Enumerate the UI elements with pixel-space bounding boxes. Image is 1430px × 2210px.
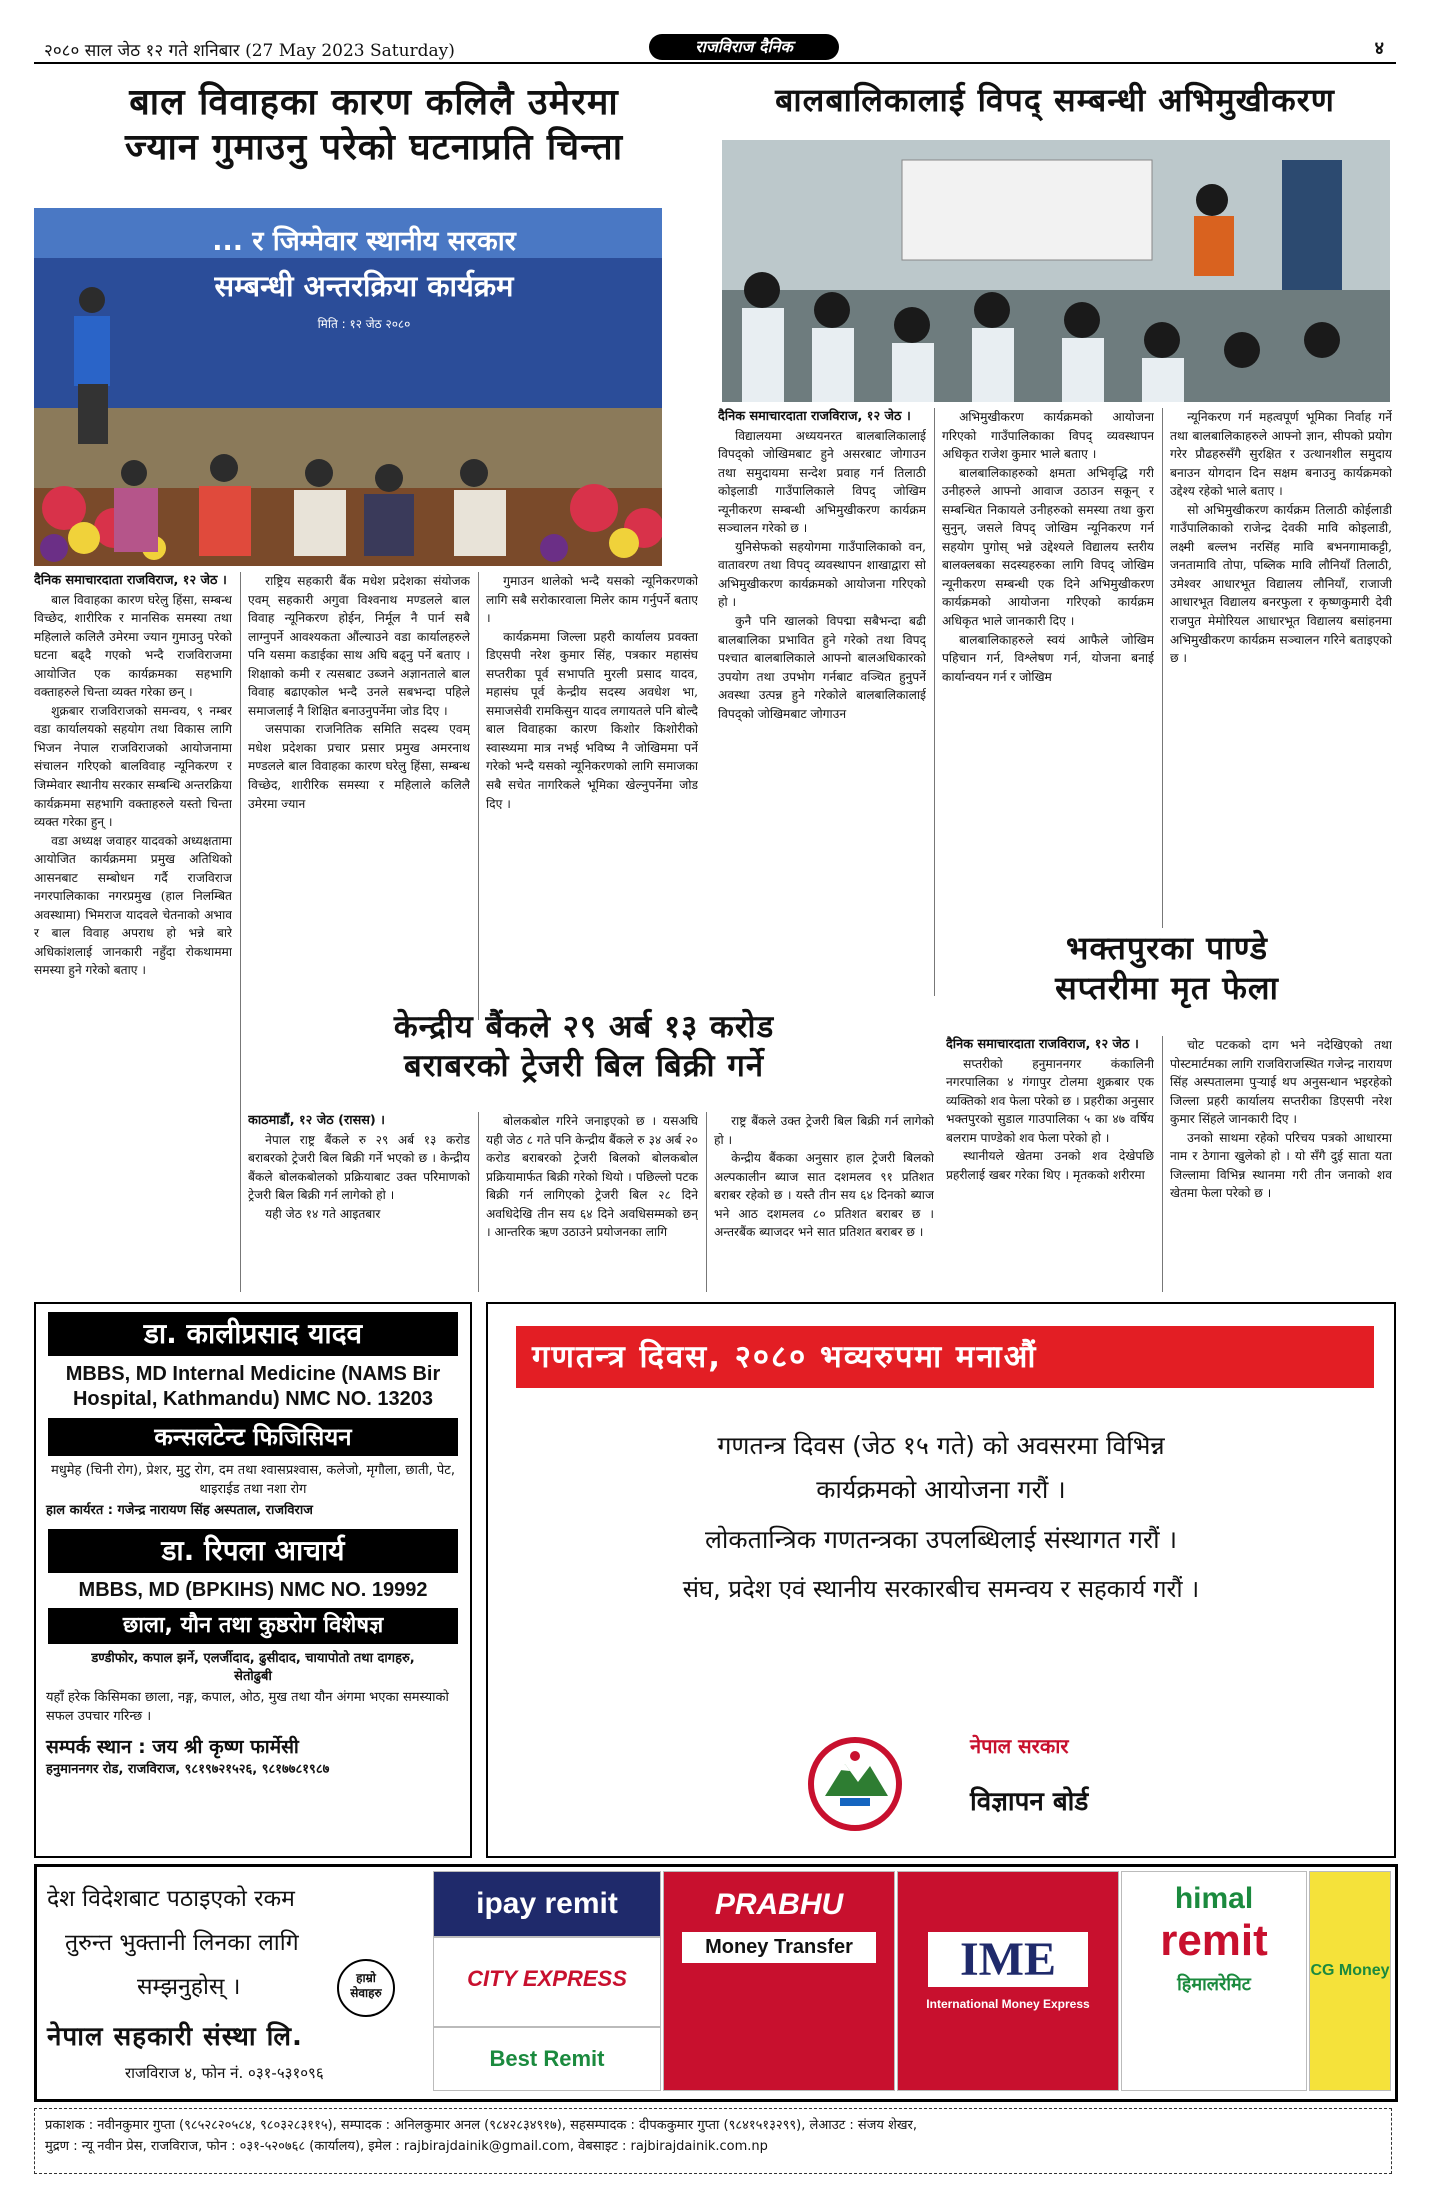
story3-column-3 [714,1112,934,1292]
doctor2-title: छाला, यौन तथा कुष्ठरोग विशेषज्ञ [48,1608,458,1644]
doctor2-name: डा. रिपला आचार्य [48,1529,458,1573]
gov-ad-line2: कार्यक्रमको आयोजना गरौं । [816,1475,1066,1504]
doctor1-title: कन्सलटेन्ट फिजिसियन [48,1418,458,1456]
story2-photo [722,140,1390,402]
doctor1-services: मधुमेह (चिनी रोग), प्रेशर, मुटु रोग, दम तथा श्वासप्रश्वास, कलेजो, मृगौला, छाती, पेट, थाइराईड तथा नशा रोग [51,1463,455,1497]
story1-col1-para2: शुक्रबार राजविराजको समन्वय, ९ नम्बर वडा कार्यालयको सहयोग तथा विकास लागि भिजन नेपाल राजविराजको आयोजनामा संचालन गरिएको बालविवाह न्यूनिकरण र जिम्मेवार स्थानीय सरकार सम्बन्धि अन्तरक्रिया कार्यक्रममा सहभागि वक्ताहरुले यस्तो चिन्ता व्यक्त गरेका हुन् । [34,703,232,830]
footer-line-1: प्रकाशक : नवीनकुमार गुप्ता (९८५२८२०५८४, ९८०३२८३११५), सम्पादक : अनिलकुमार अनल (९८४२८३४९१७), सहसम्पादक : दीपककुमार गुप्ता (९८४१५१३२९९), लेआउट : संजय शेखर, [45,2118,917,2133]
remit-text-2: तुरुन्त भुक्तानी लिनका लागि [65,1930,299,1956]
remittance-advertisement [34,1864,1398,2102]
doctor-contact: सम्पर्क स्थान : जय श्री कृष्ण फार्मेसी [46,1735,299,1758]
story2-col2-para1: अभिमुखीकरण कार्यक्रमको आयोजना गरिएको गाउँपालिकाका विपद् व्यवस्थापन अधिकृत राजेश कुमार भाले बताए । [942,410,1154,462]
story3-col2-para1: बोलकबोल गरिने जनाइएको छ । यसअघि यही जेठ ८ गते पनि केन्द्रीय बैंकले रु ३४ अर्ब २० करोड बराबरको ट्रेजरी बिलको बोलकबोल प्रक्रियामार्फत बिक्री गरेको थियो । पछिल्लो पटक बिक्री गर्न लागिएको ट्रेजरी बिल २८ दिने अवधिदेखि तीन सय ६४ दिने अवधिसम्मको छन् । आन्तरिक ऋण उठाउने प्रयोजनका लागि [486,1114,698,1240]
doctor-advertisement [34,1302,472,1858]
story2-headline: बालबालिकालाई विपद् सम्बन्धी अभिमुखीकरण [775,81,1335,119]
story1-headline: बाल विवाहका कारण कलिलै उमेरमा ज्यान गुमाउनु परेको घटनाप्रति चिन्ता [124,82,624,168]
publisher-footer [34,2108,1392,2174]
story3-dateline: काठमाडौं, १२ जेठ (रासस) । [248,1113,386,1128]
story2-col3-para1: न्यूनिकरण गर्न महत्वपूर्ण भूमिका निर्वाह गर्ने तथा बालबालिकाहरुले आफ्नो ज्ञान, सीपको प्रयोग गरेर प्रौढहरुसँगै सुरक्षित र उत्थानशील समुदाय बनाउन योगदान दिन सक्षम बनाउनु कार्यक्रमको उद्देश्य रहेको भाले बताए । [1170,410,1392,499]
nepal-emblem-icon [800,1734,910,1834]
doctor1-name: डा. कालीप्रसाद यादव [48,1312,458,1356]
doctor2-conditions: डण्डीफोर, कपाल झर्ने, एलर्जीदाद, ढुसीदाद, चायापोतो तथा दागहरु, सेतोढुबी [91,1650,415,1685]
gov-ad-line4: संघ, प्रदेश एवं स्थानीय सरकारबीच समन्वय र सहकार्य गरौं । [682,1575,1200,1603]
story4-column-1 [946,1036,1154,1292]
story1-column-1 [34,572,232,1292]
story2-col1-para1: विद्यालयमा अध्ययनरत बालबालिकालाई विपद्को जोखिमबाट हुने असरबाट जोगाउन तथा समुदायमा सन्देश प्रवाह गर्न तिलाठी कोइलाडी गाउँपालिकाले विपद् जोखिम न्यूनीकरण सम्बन्धी अभिमुखीकरण कार्यक्रम सञ्चालन गरेको छ । [718,428,926,536]
story1-col3-para2: कार्यक्रममा जिल्ला प्रहरी कार्यालय प्रवक्ता डिएसपी नरेश कुमार सिंह, पत्रकार महासंघ सप्तरीका पूर्व सभापति मुरली प्रसाद यादव, महासंघ पूर्व केन्द्रीय सदस्य अवधेश भा, समाजसेवी रामकिसुन यादव लगायतले पनि बोल्दै बाल विवाहका कारण किशोर किशोरीको स्वास्थ्यमा मात्र नभई भविष्य नै जोखिममा पर्ने गरेको भन्दै यसको न्यूनिकरणको लागि समाजका सबै सचेत नागरिकले भूमिका खेल्नुपर्नेमा जोड दिए । [486,629,698,811]
services-badge: हाम्रो सेवाहरु [337,1959,395,2017]
story4-col1-para2: स्थानीयले खेतमा उनको शव देखेपछि प्रहरीलाई खबर गरेका थिए । मृतकको शरीरमा [946,1149,1154,1182]
story1-photo-banner-date: मिति : १२ जेठ २०८० [317,317,411,331]
story4-byline: दैनिक समाचारदाता राजविराज, १२ जेठ । [946,1037,1139,1052]
story1-col1-para3: वडा अध्यक्ष जवाहर यादवको अध्यक्षतामा आयोजित कार्यक्रममा प्रमुख अतिथिको आसनबाट सम्बोधन गर्दै राजविराज नगरपालिकाका नगरप्रमुख (हाल निलम्बित अवस्थामा) भिमराज यादवले चेतनाको अभाव र बाल विवाह अपराध हो भन्ने बारे अधिकांशलाई जानकारी नहुँदा रोकथाममा समस्या हुने गरेको बताए । [34,833,232,978]
story1-column-2 [248,572,470,1020]
story4-col2-para1: चोट पटकको दाग भने नदेखिएको तथा पोस्टमार्टमका लागि राजविराजस्थित गजेन्द्र नारायण सिंह अस्पतालमा पुऱ्याई थप अनुसन्धान भइरहेको जिल्ला प्रहरी कार्यालय सप्तरीका डिएसपी नरेश कुमार सिंहले जानकारी दिए । [1170,1038,1392,1127]
remit-org-address: राजविराज ४, फोन नं. ०३१-५३१०९६ [125,2064,324,2082]
story1-photo [34,208,662,566]
story2-column-1 [718,408,926,996]
story2-col3-para2: सो अभिमुखीकरण कार्यक्रम तिलाठी कोईलाडी गाउँपालिकाको राजेन्द्र देवकी मावि कोइलाडी, लक्ष्मी बल्लभ नरसिंह मावि बभनगामाकट्टी, जनतामावि तोपा, पब्लिक मावि लौनियाँ तिलाठी, उमेश्वर आधारभूत विद्यालय लौनियाँ, राजाजी आधारभूत विद्यालय बनरफुला र कृष्णकुमारी देवी राजपुत मेमोरियल आधारभूत विद्यालय बसांहनमा अभिमुखीकरण कार्यक्रम सञ्चालन गरिने बताइएको छ । [1170,502,1392,666]
gov-ad-board-name: विज्ञापन बोर्ड [970,1787,1089,1817]
story1-photo-banner-line1: ... र जिम्मेवार स्थानीय सरकार [212,226,516,257]
story2-byline: दैनिक समाचारदाता राजविराज, १२ जेठ । [718,409,911,424]
doctor1-qualification: MBBS, MD Internal Medicine (NAMS Bir Hospital, Kathmandu) NMC NO. 13203 [65,1363,441,1410]
page-number: ४ [1374,38,1384,59]
republic-day-banner: गणतन्त्र दिवस, २०८० भव्यरुपमा मनाऔं [516,1326,1374,1388]
gov-ad-line1: गणतन्त्र दिवस (जेठ १५ गते) को अवसरमा विभिन्न [717,1431,1165,1460]
ipay-remit-logo: ipay remit [433,1871,661,1937]
city-express-logo: CITY EXPRESS [433,1937,661,2027]
story1-col1-para1: बाल विवाहका कारण घरेलु हिंसा, सम्बन्ध विच्छेद, शारीरिक र मानसिक समस्या तथा महिलाले कलिलै उमेरमा ज्यान गुमाउनु परेको घटना बढ्दै गएको भन्दै राजविराजमा आयोजित एक कार्यक्रमका सहभागि वक्ताहरुले चिन्ता व्यक्त गरेका छन् । [34,592,232,700]
story3-col3-para1: राष्ट्र बैंकले उक्त ट्रेजरी बिल बिक्री गर्न लागेको हो । [714,1114,934,1147]
story3-col1-para1: नेपाल राष्ट्र बैंकले रु २९ अर्ब १३ करोड बराबरको ट्रेजरी बिल बिक्री गर्ने भएको छ । केन्द्रीय बैंकले बोलकबोलको प्रक्रियाबाट उक्त परिमाणको ट्रेजरी बिल बिक्री गर्न लागेको हो । [248,1132,470,1203]
story4-column-2 [1170,1036,1392,1292]
story1-col2-para2: जसपाका राजनितिक समिति सदस्य एवम् मधेश प्रदेशका प्रचार प्रसार प्रमुख अमरनाथ मण्डलले बाल विवाहका कारण घरेलु हिंसा, सम्बन्ध विच्छेद, शारीरिक समस्या र महिलाले कलिलै उमेरमा ज्यान [248,722,470,811]
doctor2-qualification: MBBS, MD (BPKIHS) NMC NO. 19992 [78,1578,428,1601]
story1-col3-para1: गुमाउन थालेको भन्दै यसको न्यूनिकरणको लागि सबै सरोकारवाला मिलेर काम गर्नुपर्ने बताए । [486,574,698,626]
story2-column-3 [1170,408,1392,928]
story1-byline: दैनिक समाचारदाता राजविराज, १२ जेठ । [34,573,227,588]
himal-remit-logo: himal remit हिमालरेमिट [1121,1871,1307,2091]
best-remit-logo: Best Remit [433,2027,661,2091]
story2-col1-para2: युनिसेफको सहयोगमा गाउँपालिकाको वन, वातावरण तथा विपद् व्यवस्थापन शाखाद्वारा सो अभिमुखीकरण कार्यक्रमको आयोजना गरिएको हो । [718,539,926,610]
doctor1-workplace: हाल कार्यरत : गजेन्द्र नारायण सिंह अस्पताल, राजविराज [46,1502,313,1518]
story3-column-2 [486,1112,698,1292]
prabhu-money-transfer-logo: PRABHU Money Transfer [663,1871,895,2091]
story4-col1-para1: सप्तरीको हनुमाननगर कंकालिनी नगरपालिका ४ गंगापुर टोलमा शुक्रबार एक व्यक्तिको शव फेला परेको छ । प्रहरीका अनुसार भक्तपुरको सुडाल गाउपालिका ५ का ४७ वर्षिय बलराम पाण्डेको शव फेला परेको हो । [946,1056,1154,1145]
story2-col2-para3: बालबालिकाहरुले स्वयं आफैले जोखिम पहिचान गर्न, विश्लेषण गर्न, योजना बनाई कार्यान्वयन गर्न र जोखिम [942,632,1154,684]
story3-col1-para2: यही जेठ १४ गते आइतबार [265,1206,381,1221]
story4-headline: भक्तपुरका पाण्डे सप्तरीमा मृत फेला [1055,929,1279,1007]
footer-line-2: मुद्रण : न्यू नवीन प्रेस, राजविराज, फोन : ०३१-५२०७६८ (कार्यालय), इमेल : rajbirajdainik@gmail.com, वेबसाइट : rajbirajdainik.com.np [45,2139,768,2155]
story3-headline: केन्द्रीय बैंकले २९ अर्ब १३ करोड बराबरको ट्रेजरी बिल बिक्री गर्ने [393,1009,775,1084]
story1-column-3 [486,572,698,1020]
remit-text-3: सम्झनुहोस् । [137,1974,241,2000]
story4-col2-para2: उनको साथमा रहेको परिचय पत्रको आधारमा नाम र ठेगाना खुलेको हो । यो सँगै दुई साता यता जिल्लामा विभिन्न स्थानमा गरी तीन जनाको शव खेतमा फेला परेको छ । [1170,1130,1392,1201]
cg-money-logo: CG Money [1309,1871,1391,2091]
story2-col2-para2: बालबालिकाहरुको क्षमता अभिवृद्धि गरी उनीहरुले आफ्नो आवाज उठाउन सकून् र सम्बन्धित निकायले उनीहरुको समस्या तथा कुरा सुनुन्, जसले विपद् जोखिम न्यूनिकरण गर्न सहयोग पुगोस् भन्ने उद्देश्यले विद्यालय स्तरीय बालक्लबका सदस्यहरुका लागि विपद् जोखिम न्यूनीकरण सम्बन्धी एक दिने अभिमुखीकरण कार्यक्रमको आयोजना गरिएको कार्यक्रम अधिकृत भाले जानकारी दिए । [942,465,1154,629]
remit-text-1: देश विदेशबाट पठाइएको रकम [47,1886,295,1912]
issue-date: २०८० साल जेठ १२ गते शनिबार (27 May 2023 Saturday) [44,41,455,61]
government-advertisement [486,1302,1396,1858]
masthead-badge: राजविराज दैनिक [649,34,839,60]
gov-ad-line3: लोकतान्त्रिक गणतन्त्रका उपलब्धिलाई संस्थागत गरौं । [704,1525,1178,1554]
story2-column-2 [942,408,1154,928]
story1-photo-banner-line2: सम्बन्धी अन्तरक्रिया कार्यक्रम [214,269,514,303]
doctor2-services: यहाँ हरेक किसिमका छाला, नङ्ग, कपाल, ओठ, मुख तथा यौन अंगमा भएका समस्याको सफल उपचार गरिन्छ । [46,1690,449,1725]
page-header [34,34,1396,64]
remit-org-name: नेपाल सहकारी संस्था लि. [47,2022,303,2052]
doctor-address: हनुमाननगर रोड, राजविराज, ९८१९७२१५२६, ९८१७७८१९८७ [46,1761,330,1777]
gov-ad-org-name: नेपाल सरकार [970,1734,1069,1758]
ime-logo: IME International Money Express [897,1871,1119,2091]
story1-col2-para1: राष्ट्रिय सहकारी बैंक मधेश प्रदेशका संयोजक एवम् सहकारी अगुवा विश्वनाथ मण्डलले बाल विवाह न्यूनिकरण होईन, निर्मूल नै पार्न सबै लाग्नुपर्ने आवश्यकता औंल्याउने वडा कार्यालहरुले पनि यसमा कडाईका साथ अघि बढ्नु पर्ने बताए । शिक्षाको कमी र त्यसबाट उब्जने अज्ञानताले बाल विवाह बढाएकोल भन्दै उनले सबभन्दा पहिले समाजलाई नै शिक्षित बनाउनुपर्नेमा जोड दिए । [248,574,470,718]
story2-col1-para3: कुनै पनि खालको विपद्मा सबैभन्दा बढी बालबालिका प्रभावित हुने गरेको तथा विपद् पश्चात बालबालिकाले आफ्नो बालअधिकारको उपयोग तथा उपभोग गर्नबाट वञ्चित हुनुपर्ने अवस्था उत्पन्न हुने गरेकोले बालबालिकालाई विपद्को जोखिमबाट जोगाउन [718,614,926,721]
story3-col3-para2: केन्द्रीय बैंकका अनुसार हाल ट्रेजरी बिलको अल्पकालीन ब्याज सात दशमलव ९१ प्रतिशत बराबर रहेको छ । यस्तै तीन सय ६४ दिनको ब्याज भने आठ दशमलव ८० प्रतिशत बराबर छ । अन्तरबैंक ब्याजदर भने सात प्रतिशत बराबर छ । [714,1151,934,1240]
story3-column-1 [248,1112,470,1292]
